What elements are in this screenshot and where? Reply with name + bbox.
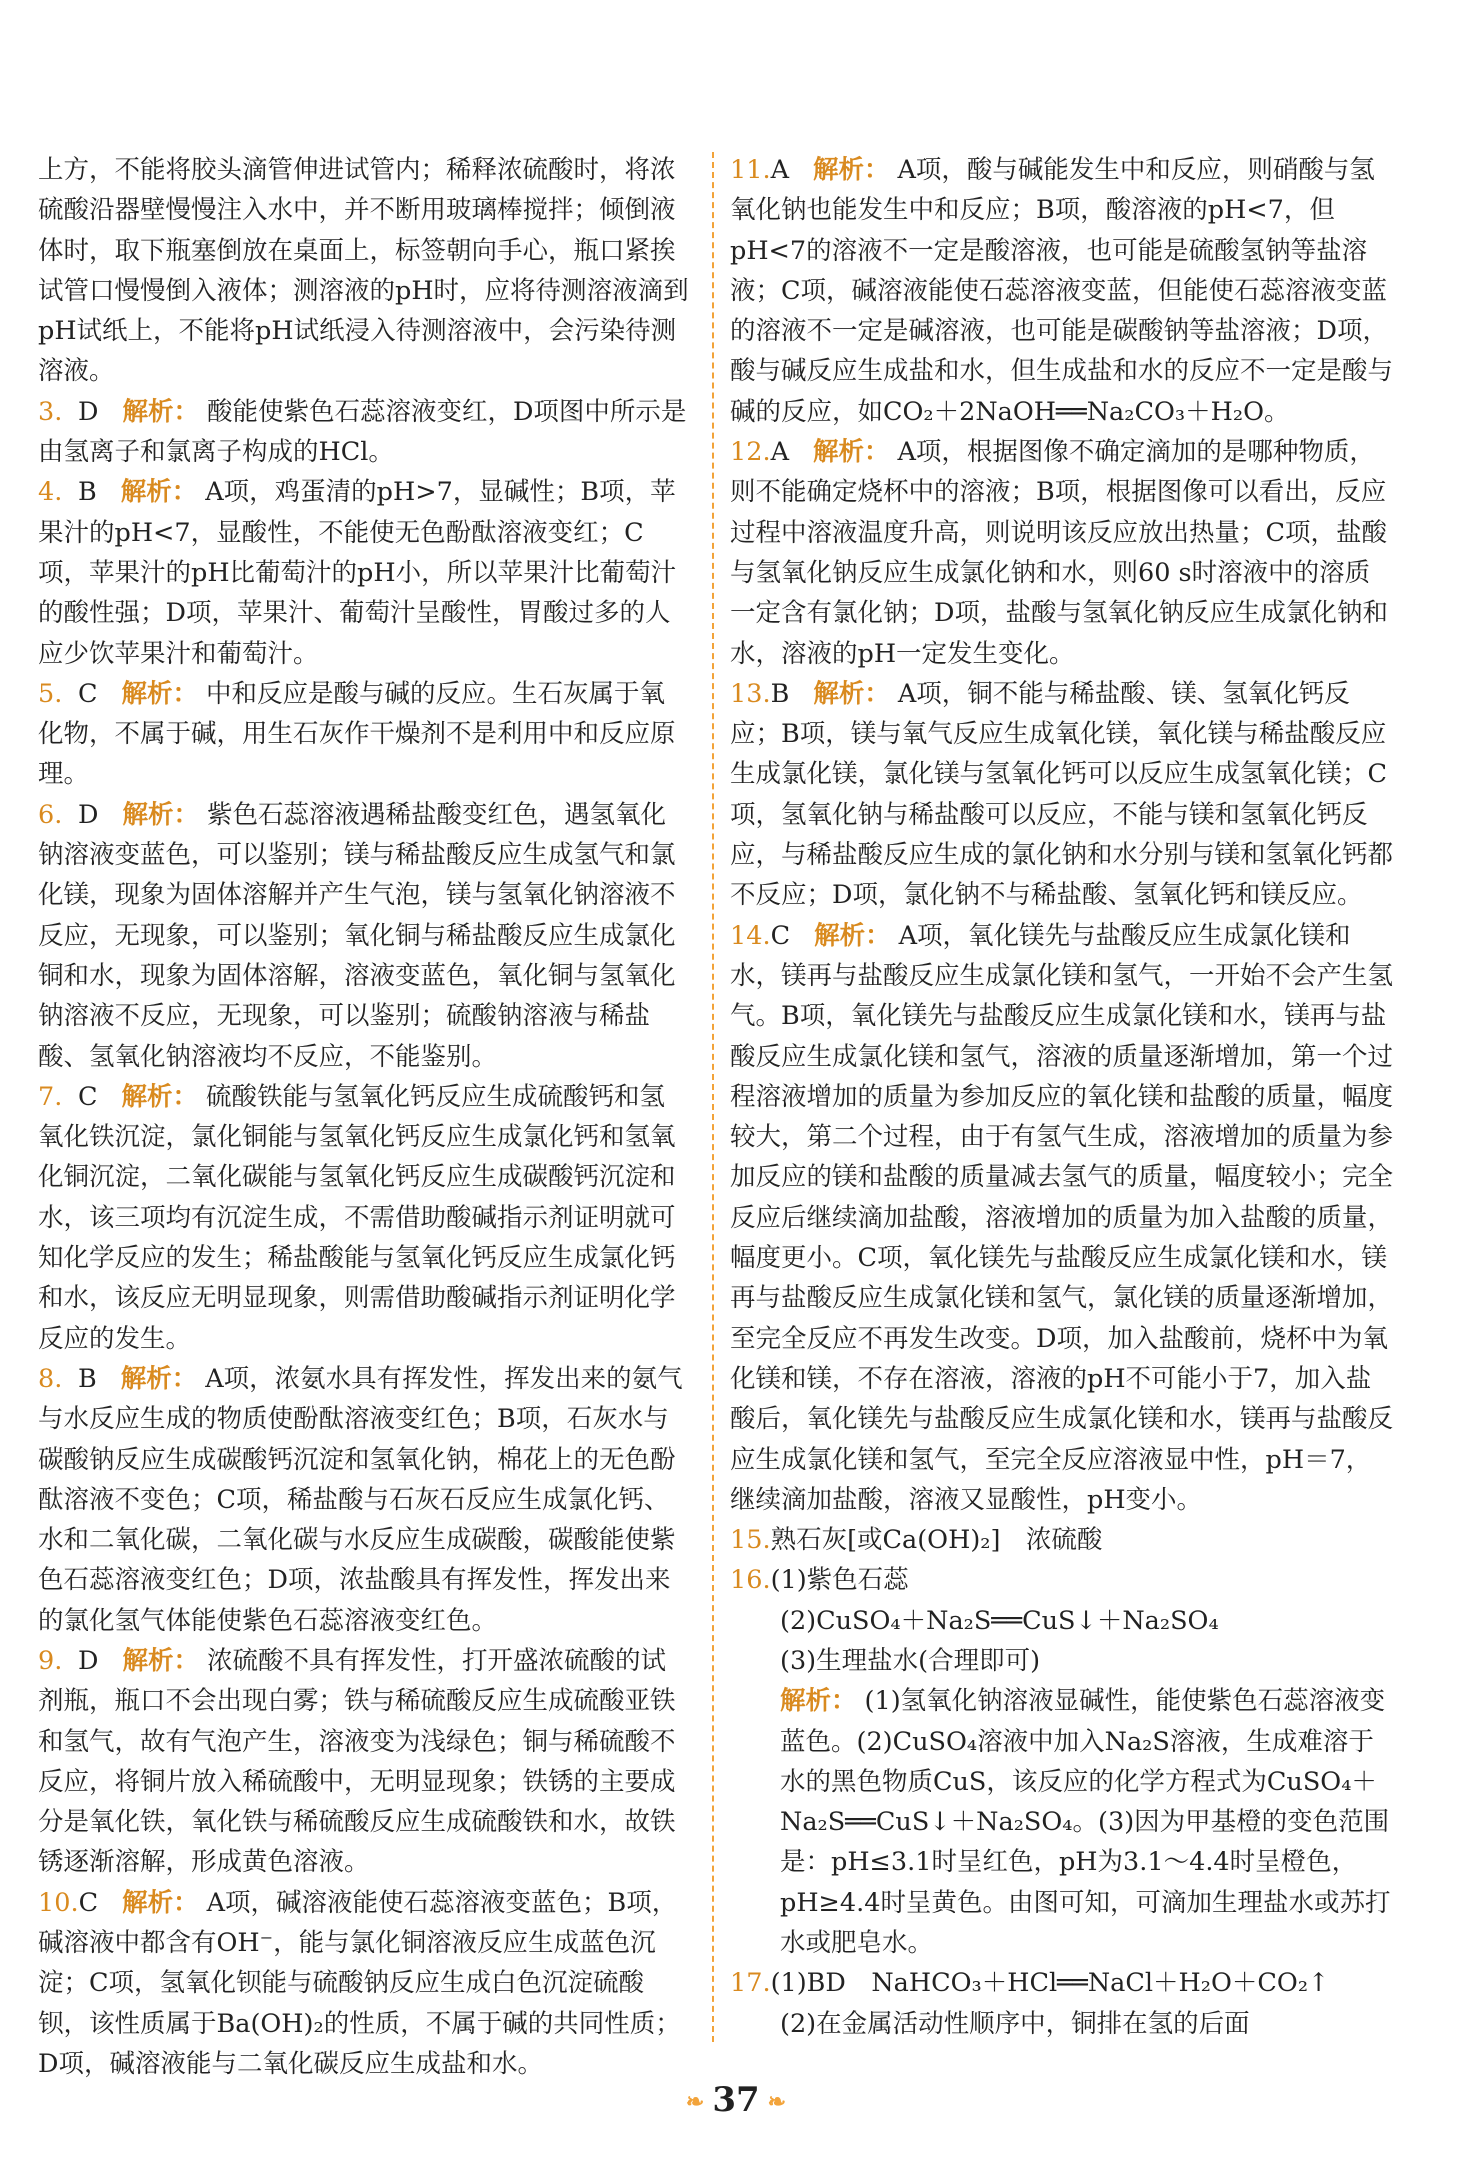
answer-item: [38, 472, 690, 673]
answer-choice: B: [78, 1363, 97, 1394]
question-number: 4.: [38, 477, 63, 508]
answer-choice: C: [78, 1887, 99, 1918]
analysis-label: 解析：: [813, 678, 890, 709]
intro-paragraph: [38, 150, 690, 392]
analysis-label: 解析：: [780, 1686, 857, 1717]
answer-item: [38, 795, 690, 1077]
answer-choice: C: [78, 1081, 98, 1112]
answer-choice: D: [78, 799, 99, 830]
analysis-text: A项，氧化镁先与盐酸反应生成氯化镁和水，镁再与盐酸反应生成氯化镁和氢气，一开始不会产生氢气。B项，氧化镁先与盐酸反应生成氯化镁和水，镁再与盐酸反应生成氯化镁和氢气，溶液的质量逐渐增加，第一个过程溶液增加的质量为参加反应的氧化镁和盐酸的质量，幅度较大，第二个过程，由于有氢气生成，溶液增加的质量为参加反应的镁和盐酸的质量减去氢气的质量，幅度较小；完全反应后继续滴加盐酸，溶液增加的质量为加入盐酸的质量，幅度更小。C项，氧化镁先与盐酸反应生成氯化镁和水，镁再与盐酸反应生成氯化镁和氢气，氯化镁的质量逐渐增加，至完全反应不再发生改变。D项，加入盐酸前，烧杯中为氧化镁和镁，不存在溶液，溶液的pH不可能小于7，加入盐酸后，氧化镁先与盐酸反应生成氯化镁和水，镁再与盐酸反应生成氯化镁和氢气，至完全反应溶液显中性，pH＝7，继续滴加盐酸，溶液又显酸性，pH变小。: [730, 920, 1394, 1515]
question-number: 17.: [730, 1968, 771, 1999]
left-ornament-icon: ❧: [685, 2089, 705, 2115]
analysis-label: 解析：: [120, 1363, 198, 1394]
analysis-text: 硫酸铁能与氢氧化钙反应生成硫酸钙和氢氧化铁沉淀，氯化铜能与氢氧化钙反应生成氯化钙和氢氧化铜沉淀，二氧化碳能与氢氧化钙反应生成碳酸钙沉淀和水，该三项均有沉淀生成，不需借助酸碱指示剂证明就可知化学反应的发生；稀盐酸能与氢氧化钙反应生成氯化钙和水，该反应无明显现象，则需借助酸碱指示剂证明化学反应的发生。: [38, 1081, 676, 1354]
question-number: 6.: [38, 799, 63, 830]
question-number: 9.: [38, 1645, 63, 1676]
answer-line-1: (1)紫色石蕊: [770, 1565, 909, 1596]
analysis-text: 紫色石蕊溶液遇稀盐酸变红色，遇氢氧化钠溶液变蓝色，可以鉴别；镁与稀盐酸反应生成氢气和氯化镁，现象为固体溶解并产生气泡，镁与氢氧化钠溶液不反应，无现象，可以鉴别；氧化铜与稀盐酸反应生成氯化铜和水，现象为固体溶解，溶液变蓝色，氧化铜与氢氧化钠溶液不反应，无现象，可以鉴别；硫酸钠溶液与稀盐酸、氢氧化钠溶液均不反应，不能鉴别。: [38, 799, 676, 1072]
left-column: [38, 150, 690, 2084]
answer-choice: C: [78, 678, 98, 709]
answer-item: [38, 674, 690, 795]
answer-item: [38, 1359, 690, 1641]
answer-choice: A: [770, 155, 789, 185]
question-number: 14.: [730, 920, 771, 951]
question-number: 7.: [38, 1081, 63, 1112]
question-number: 13.: [730, 678, 771, 709]
analysis-label: 解析：: [814, 920, 891, 951]
analysis-label: 解析：: [122, 1645, 199, 1676]
answer-choice: C: [770, 920, 791, 951]
answer-choice: B: [770, 678, 790, 709]
answer-choice: B: [78, 477, 97, 508]
column-divider: [712, 152, 714, 2042]
analysis-label: 解析：: [812, 155, 890, 185]
answer-item-16: [730, 1560, 1395, 1963]
answer-line-2: (2)CuSO₄＋Na₂S══CuS↓＋Na₂SO₄: [780, 1605, 1219, 1636]
answer-item: [730, 432, 1395, 674]
answer-item: [730, 916, 1395, 1520]
answer-item: [38, 1641, 690, 1883]
answer-choice: D: [78, 396, 99, 427]
analysis-label: 解析：: [120, 477, 198, 508]
answer-choice: A: [770, 437, 789, 468]
question-number: 11.: [730, 155, 771, 185]
question-number: 16.: [730, 1565, 771, 1596]
answer-item-17: [730, 1963, 1395, 2044]
answer-item-15: [730, 1520, 1395, 1560]
page-footer: [0, 2080, 1472, 2120]
answer-line-1: (1)BD NaHCO₃＋HCl══NaCl＋H₂O＋CO₂↑: [770, 1968, 1330, 1999]
answer-item: [38, 1883, 690, 2084]
answer-item: [730, 150, 1395, 432]
answer-choice: D: [78, 1645, 99, 1676]
analysis-text: 浓硫酸不具有挥发性，打开盛浓硫酸的试剂瓶，瓶口不会出现白雾；铁与稀硫酸反应生成硫酸亚铁和氢气，故有气泡产生，溶液变为浅绿色；铜与稀硫酸不反应，将铜片放入稀硫酸中，无明显现象；铁锈的主要成分是氧化铁，氧化铁与稀硫酸反应生成硫酸铁和水，故铁锈逐渐溶解，形成黄色溶液。: [38, 1645, 676, 1878]
answer-text: 熟石灰[或Ca(OH)₂] 浓硫酸: [770, 1525, 1103, 1556]
analysis-text: A项，根据图像不确定滴加的是哪种物质，则不能确定烧杯中的溶液；B项，根据图像可以看出，反应过程中溶液温度升高，则说明该反应放出热量；C项，盐酸与氢氧化钠反应生成氯化钠和水，则60 s时溶液中的溶质一定含有氯化钠；D项，盐酸与氢氧化钠反应生成氯化钠和水，溶液的pH一定发生变化。: [730, 437, 1388, 669]
right-column: [730, 150, 1395, 2044]
analysis-text: (1)氢氧化钠溶液显碱性，能使紫色石蕊溶液变蓝色。(2)CuSO₄溶液中加入Na₂S溶液，生成难溶于水的黑色物质CuS，该反应的化学方程式为CuSO₄＋Na₂S══CuS↓＋Na₂SO₄。(3)因为甲基橙的变色范围是：pH≤3.1时呈红色，pH为3.1～4.4时呈橙色，pH≥4.4时呈黄色。由图可知，可滴加生理盐水或苏打水或肥皂水。: [780, 1686, 1391, 1959]
question-number: 3.: [38, 396, 63, 427]
analysis-text: 酸能使紫色石蕊溶液变红，D项图中所示是由氢离子和氯离子构成的HCl。: [38, 396, 687, 468]
analysis-label: 解析：: [812, 437, 890, 468]
answer-item: [730, 674, 1395, 916]
answer-item: [38, 1077, 690, 1359]
analysis-label: 解析：: [122, 396, 199, 427]
analysis-label: 解析：: [122, 1887, 199, 1918]
intro-text: 上方，不能将胶头滴管伸进试管内；稀释浓硫酸时，将浓硫酸沿器壁慢慢注入水中，并不断用玻璃棒搅拌；倾倒液体时，取下瓶塞倒放在桌面上，标签朝向手心，瓶口紧挨试管口慢慢倒入液体；测溶液的pH时，应将待测溶液滴到pH试纸上，不能将pH试纸浸入待测溶液中，会污染待测溶液。: [38, 155, 689, 387]
analysis-text: A项，碱溶液能使石蕊溶液变蓝色；B项，碱溶液中都含有OH⁻，能与氯化铜溶液反应生成蓝色沉淀；C项，氢氧化钡能与硫酸钠反应生成白色沉淀硫酸钡，该性质属于Ba(OH)₂的性质，不属于碱的共同性质；D项，碱溶液能与二氧化碳反应生成盐和水。: [38, 1887, 681, 2079]
question-number: 15.: [730, 1525, 771, 1556]
page-number: 37: [712, 2080, 760, 2120]
answer-line-2: (2)在金属活动性顺序中，铜排在氢的后面: [780, 2008, 1250, 2039]
question-number: 5.: [38, 678, 63, 709]
analysis-label: 解析：: [121, 678, 199, 709]
left-answer-list: [38, 392, 690, 2084]
analysis-text: A项，酸与碱能发生中和反应，则硝酸与氢氧化钠也能发生中和反应；B项，酸溶液的pH<7，但pH<7的溶液不一定是酸溶液，也可能是硫酸氢钠等盐溶液；C项，碱溶液能使石蕊溶液变蓝，但能使石蕊溶液变蓝的溶液不一定是碱溶液，也可能是碳酸钠等盐溶液；D项，酸与碱反应生成盐和水，但生成盐和水的反应不一定是酸与碱的反应，如CO₂＋2NaOH══Na₂CO₃＋H₂O。: [730, 155, 1394, 427]
analysis-text: A项，铜不能与稀盐酸、镁、氢氧化钙反应；B项，镁与氧气反应生成氧化镁，氧化镁与稀盐酸反应生成氯化镁，氯化镁与氢氧化钙可以反应生成氢氧化镁；C项，氢氧化钠与稀盐酸可以反应，不能与镁和氢氧化钙反应，与稀盐酸反应生成的氯化钠和水分别与镁和氢氧化钙都不反应；D项，氯化钠不与稀盐酸、氢氧化钙和镁反应。: [730, 678, 1394, 911]
analysis-text: A项，鸡蛋清的pH>7，显碱性；B项，苹果汁的pH<7，显酸性，不能使无色酚酞溶液变红；C项，苹果汁的pH比葡萄汁的pH小，所以苹果汁比葡萄汁的酸性强；D项，苹果汁、葡萄汁呈酸性，胃酸过多的人应少饮苹果汁和葡萄汁。: [38, 477, 677, 669]
question-number: 12.: [730, 437, 771, 468]
analysis-text: A项，浓氨水具有挥发性，挥发出来的氨气与水反应生成的物质使酚酞溶液变红色；B项，石灰水与碳酸钠反应生成碳酸钙沉淀和氢氧化钠，棉花上的无色酚酞溶液不变色；C项，稀盐酸与石灰石反应生成氯化钙、水和二氧化碳，二氧化碳与水反应生成碳酸，碳酸能使紫色石蕊溶液变红色；D项，浓盐酸具有挥发性，挥发出来的氯化氢气体能使紫色石蕊溶液变红色。: [38, 1363, 683, 1636]
analysis-label: 解析：: [121, 1081, 199, 1112]
analysis-label: 解析：: [122, 799, 199, 830]
analysis-text: 中和反应是酸与碱的反应。生石灰属于氧化物，不属于碱，用生石灰作干燥剂不是利用中和反应原理。: [38, 678, 676, 790]
question-number: 10.: [38, 1887, 79, 1918]
right-answer-list: [730, 150, 1395, 1520]
right-ornament-icon: ❧: [767, 2089, 787, 2115]
answer-line-3: (3)生理盐水(合理即可): [780, 1645, 1041, 1676]
answer-item: [38, 392, 690, 473]
question-number: 8.: [38, 1363, 63, 1394]
